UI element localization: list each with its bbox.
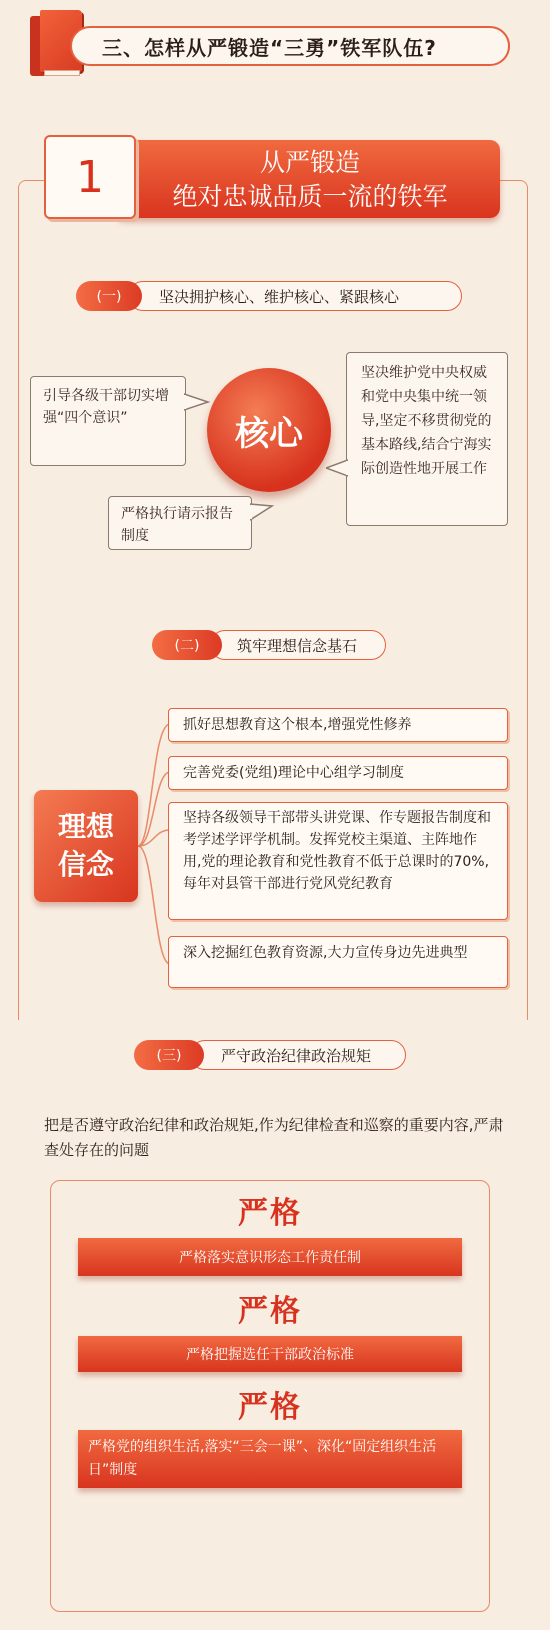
part1-title-pill bbox=[128, 281, 462, 311]
part2-tag: (二) bbox=[152, 630, 222, 660]
core-label: 核心 bbox=[235, 413, 303, 454]
note-bottom-pointer bbox=[250, 502, 274, 522]
part2-title-pill bbox=[210, 630, 386, 660]
belief-item-text: 完善党委(党组)理论中心组学习制度 bbox=[183, 765, 404, 781]
note-report-system-text: 严格执行请示报告制度 bbox=[121, 506, 233, 544]
belief-label-box bbox=[34, 790, 138, 902]
belief-label-line2: 信念 bbox=[57, 848, 114, 881]
belief-item bbox=[168, 936, 508, 988]
belief-item bbox=[168, 708, 508, 742]
section-header-title: 三、怎样从严锻造“三勇”铁军队伍? bbox=[102, 35, 437, 60]
section-title-line2: 绝对忠诚品质一流的铁军 bbox=[172, 182, 448, 211]
strict-bar-text: 严格落实意识形态工作责任制 bbox=[179, 1250, 361, 1266]
part2-title: 筑牢理想信念基石 bbox=[237, 636, 358, 655]
belief-item-text: 坚持各级领导干部带头讲党课、作专题报告制度和考学述学评学机制。发挥党校主渠道、主阵地作用,党的理论教育和党性教育不低于总课时的70%,每年对县管干部进行党风党纪教育 bbox=[183, 810, 491, 892]
note-report-system bbox=[108, 496, 252, 550]
strict-bar-text: 严格党的组织生活,落实“三会一课”、深化“固定组织生活日”制度 bbox=[88, 1439, 437, 1478]
note-four-consciousness bbox=[30, 376, 186, 466]
note-left-pointer bbox=[184, 392, 210, 412]
note-four-consciousness-text: 引导各级干部切实增强“四个意识” bbox=[43, 388, 169, 426]
section-title-line1: 从严锻造 bbox=[259, 148, 360, 177]
discipline-paragraph: 把是否遵守政治纪律和政治规矩,作为纪律检查和巡察的重要内容,严肃查处存在的问题 bbox=[44, 1116, 504, 1159]
note-central-authority bbox=[346, 352, 508, 526]
strict-bar bbox=[78, 1336, 462, 1372]
part3-tag: (三) bbox=[134, 1040, 204, 1070]
part1-tag: (一) bbox=[76, 281, 142, 311]
strict-bar-text: 严格把握选任干部政治标准 bbox=[186, 1347, 354, 1363]
belief-item-text: 深入挖掘红色教育资源,大力宣传身边先进典型 bbox=[183, 945, 468, 961]
core-circle bbox=[207, 368, 331, 492]
belief-item bbox=[168, 802, 508, 920]
strict-bar bbox=[78, 1430, 462, 1488]
belief-item bbox=[168, 756, 508, 790]
part1-title: 坚决拥护核心、维护核心、紧跟核心 bbox=[159, 287, 400, 306]
belief-item-text: 抓好思想教育这个根本,增强党性修养 bbox=[183, 717, 412, 733]
section-header bbox=[70, 26, 510, 66]
section-number: 1 bbox=[44, 135, 136, 219]
belief-label-line1: 理想 bbox=[57, 810, 114, 843]
strict-heading: 严格 bbox=[50, 1382, 490, 1426]
note-central-authority-text: 坚决维护党中央权威和党中央集中统一领导,坚定不移贯彻党的基本路线,结合宁海实际创造性地开展工作 bbox=[361, 365, 492, 477]
belief-connector-lines bbox=[136, 710, 170, 980]
section-title-bar bbox=[120, 140, 500, 218]
strict-heading: 严格 bbox=[50, 1286, 490, 1330]
note-right-pointer bbox=[326, 458, 348, 478]
part3-title-pill bbox=[190, 1040, 406, 1070]
strict-bar bbox=[78, 1238, 462, 1276]
strict-heading: 严格 bbox=[50, 1188, 490, 1232]
part3-title: 严守政治纪律政治规矩 bbox=[221, 1046, 372, 1065]
